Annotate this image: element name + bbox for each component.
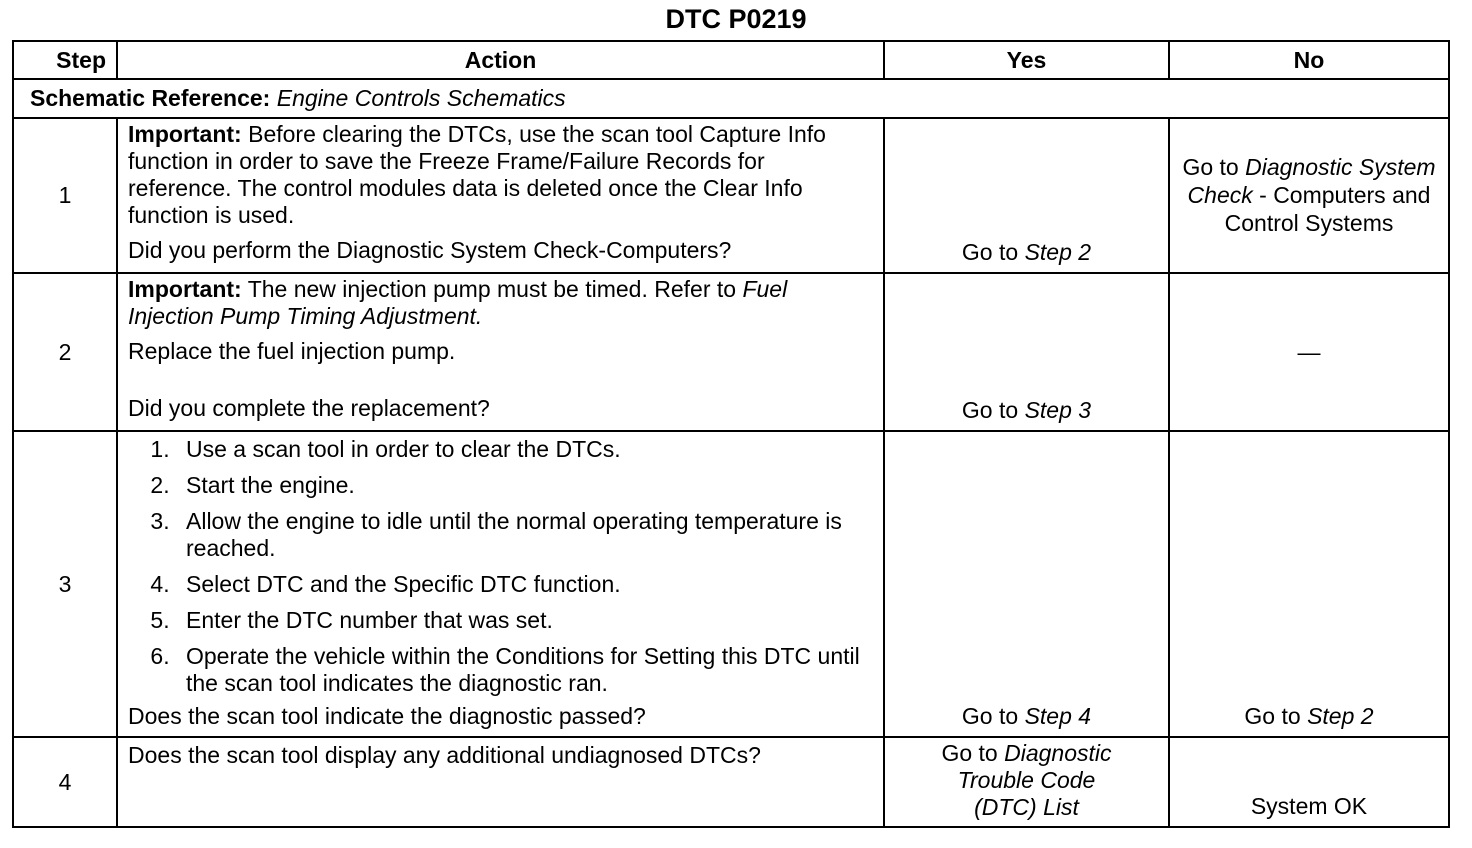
action-cell (117, 737, 884, 827)
table-row (13, 273, 1449, 431)
important-note (128, 121, 873, 229)
schematic-link[interactable]: Engine Controls Schematics (276, 85, 566, 111)
yes-prefix: Go to (941, 740, 998, 766)
yes-cell (884, 431, 1169, 737)
important-label: Important: (128, 121, 242, 147)
table-row (13, 737, 1449, 827)
step-number: 4 (13, 737, 117, 827)
header-no: No (1169, 41, 1449, 79)
header-yes: Yes (884, 41, 1169, 79)
yes-link[interactable]: Step 3 (1024, 397, 1092, 423)
no-suffix: - Computers and Control Systems (1224, 182, 1431, 236)
schematic-reference (13, 79, 1449, 118)
header-action: Action (117, 41, 884, 79)
list-item: 5. Enter the DTC number that was set. (176, 607, 873, 634)
no-link[interactable]: Diagnostic System Check (1187, 154, 1436, 208)
important-text: Before clearing the DTCs, use the scan tool Capture Info function in order to save the Freeze Frame/Failure Records for reference. The control modules data is deleted once the Clear Info function is used. (128, 121, 826, 228)
no-cell (1169, 431, 1449, 737)
action-cell (117, 273, 884, 431)
no-text: System OK (1250, 793, 1368, 819)
yes-prefix: Go to (961, 703, 1019, 729)
list-item: 6. Operate the vehicle within the Conditions for Setting this DTC until the scan tool indicates the diagnostic ran. (176, 643, 873, 697)
yes-prefix: Go to (961, 239, 1019, 265)
no-link[interactable]: Step 2 (1307, 703, 1374, 729)
table-row (13, 118, 1449, 273)
instruction: Replace the fuel injection pump. (128, 338, 456, 364)
step-number: 2 (13, 273, 117, 431)
yes-link[interactable]: Diagnostic Trouble Code (DTC) List (957, 740, 1112, 820)
list-item: 3. Allow the engine to idle until the normal operating temperature is reached. (176, 508, 873, 562)
table-row (13, 431, 1449, 737)
action-cell (117, 118, 884, 273)
action-cell (117, 431, 884, 737)
step-number: 3 (13, 431, 117, 737)
page-title: DTC P0219 (665, 4, 807, 34)
header-row (13, 41, 1449, 79)
question: Did you complete the replacement? (128, 395, 490, 421)
important-text: The new injection pump must be timed. Refer to (247, 276, 737, 302)
header-step: Step (13, 41, 117, 79)
question: Does the scan tool display any additional undiagnosed DTCs? (128, 742, 761, 768)
step-number: 1 (13, 118, 117, 273)
schematic-label: Schematic Reference: (30, 85, 271, 111)
no-prefix: Go to (1182, 154, 1239, 180)
important-link[interactable]: Fuel Injection Pump Timing Adjustment. (128, 276, 788, 329)
list-item: 1. Use a scan tool in order to clear the DTCs. (176, 436, 873, 463)
yes-link[interactable]: Step 2 (1024, 239, 1092, 265)
yes-prefix: Go to (961, 397, 1019, 423)
yes-cell (884, 737, 1169, 827)
important-label: Important: (128, 276, 242, 302)
yes-cell (884, 118, 1169, 273)
yes-link[interactable]: Step 4 (1024, 703, 1092, 729)
no-cell (1169, 737, 1449, 827)
question: Did you perform the Diagnostic System Check-Computers? (128, 237, 732, 263)
schematic-row (13, 79, 1449, 118)
no-cell (1169, 118, 1449, 273)
yes-cell (884, 273, 1169, 431)
no-text: — (1297, 338, 1321, 365)
important-note (128, 276, 873, 330)
no-cell (1169, 273, 1449, 431)
no-prefix: Go to (1244, 703, 1301, 729)
procedure-list (128, 436, 873, 697)
dtc-table (12, 40, 1450, 828)
question: Does the scan tool indicate the diagnostic passed? (128, 703, 646, 729)
list-item: 2. Start the engine. (176, 472, 873, 499)
list-item: 4. Select DTC and the Specific DTC function. (176, 571, 873, 598)
